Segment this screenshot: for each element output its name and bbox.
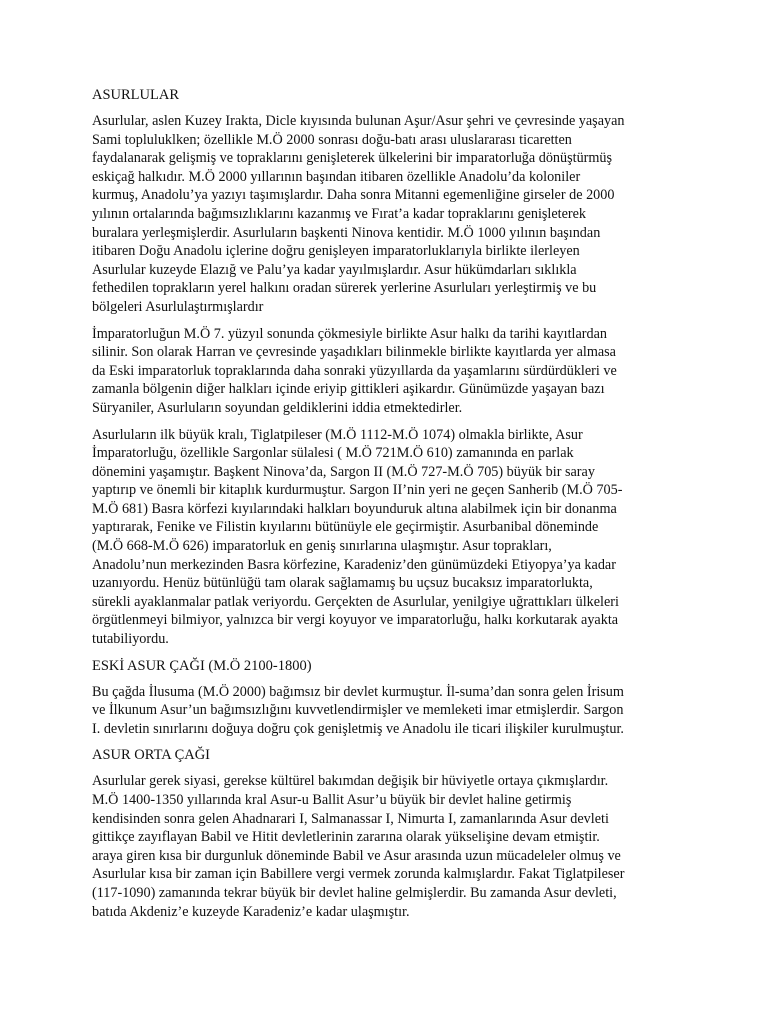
text-line: (M.Ö 668-M.Ö 626) imparatorluk en geniş sınırlarına ulaşmıştır. Asur toprakları,	[92, 538, 552, 555]
text-line: Anadolu’nun merkezinden Basra körfezine, Karadeniz’den günümüzdeki Etiyopya’ya kadar	[92, 556, 616, 573]
paragraph-2	[92, 325, 690, 418]
document-title: ASURLULAR	[92, 87, 180, 103]
paragraph-5	[92, 772, 690, 921]
paragraph-3	[92, 426, 690, 649]
text-line: kurmuş, Anadolu’ya yazıyı taşımışlardır. Daha sonra Mitanni egemenliğine girseler de 2000	[92, 187, 615, 204]
text-line: kendisinden sonra gelen Ahadnarari I, Salmanassar I, Nimurta I, zamanlarında Asur devleti	[92, 810, 609, 827]
text-line: Sami topluluklken; özellikle M.Ö 2000 sonrası doğu-batı arası uluslararası ticaretten	[92, 131, 572, 148]
text-line: uzanıyordu. Henüz bütünlüğü tam olarak sağlamamış bu uçsuz bucaksız imparatorlukta,	[92, 575, 593, 592]
text-line: İmparatorluğun M.Ö 7. yüzyıl sonunda çökmesiyle birlikte Asur halkı da tarihi kayıtlardan	[92, 325, 607, 342]
text-line: araya giren kısa bir durgunluk döneminde Babil ve Asur arasında uzun mücadeleler olmuş ve	[92, 847, 621, 864]
text-line: Bu çağda İlusuma (M.Ö 2000) bağımsız bir devlet kurmuştur. İl-suma’dan sonra gelen İrisum	[92, 683, 624, 700]
text-line: gittikçe zayıflayan Babil ve Hitit devletlerinin zararına olarak yükselişine devam etmiştir.	[92, 829, 600, 846]
text-line: fethedilen toprakların yerel halkını oradan sürerek yerlerine Asurluları yerleştirmiş ve bu	[92, 280, 597, 297]
text-line: buralara yerleşmişlerdir. Asurluların başkenti Ninova kentidir. M.Ö 1000 yılının başından	[92, 224, 601, 241]
text-line: Asurlular, aslen Kuzey Irakta, Dicle kıyısında bulunan Aşur/Asur şehri ve çevresinde yaşayan	[92, 113, 625, 129]
text-line: zamanla bölgenin diğer halkları içinde eriyip gittikleri aşikardır. Günümüzde yaşayan bazı	[92, 381, 605, 398]
text-line: batıda Akdeniz’e kuzeyde Karadeniz’e kadar ulaşmıştır.	[92, 903, 410, 920]
text-line: faydalanarak gelişmiş ve topraklarını genişleterek ülkelerini bir imparatorluğa dönüştürmüş	[92, 150, 613, 167]
text-line: yaptırıp ve önemli bir kitaplık kurdurmuştur. Sargon II’nin yeri ne geçen Sanherib (M.Ö 705-	[92, 482, 623, 499]
section-heading-eski-asur: ESKİ ASUR ÇAĞI (M.Ö 2100-1800)	[92, 657, 312, 674]
text-line: (117-1090) zamanında tekrar büyük bir devlet haline gelmişlerdir. Bu zamanda Asur devleti,	[92, 884, 617, 901]
text-line: sürekli ayaklanmalar patlak veriyordu. Gerçekten de Asurlular, yenilgiye uğrattıkları ülkeleri	[92, 593, 619, 610]
text-line: tutabiliyordu.	[92, 631, 169, 648]
paragraph-1	[92, 112, 690, 317]
text-line: da Eski imparatorluk topraklarında daha sonraki yüzyıllarda da yaşamlarını sürdürdükleri ve	[92, 362, 617, 379]
text-line: yılının ortalarında bağımsızlıklarını kazanmış ve Fırat’a kadar topraklarını genişleterek	[92, 205, 587, 222]
text-line: Asurlular kuzeyde Elazığ ve Palu’ya kadar yayılmışlardır. Asur hükümdarları sıklıkla	[92, 261, 577, 278]
text-line: İmparatorluğu, özellikle Sargonlar sülalesi ( M.Ö 721M.Ö 610) zamanında en parlak	[92, 445, 574, 462]
text-line: silinir. Son olarak Harran ve çevresinde yaşadıkları bilinmekle birlikte kayıtlarda yer almasa	[92, 344, 616, 361]
text-line: M.Ö 1400-1350 yıllarında kral Asur-u Ballit Asur’u büyük bir devlet haline getirmiş	[92, 792, 572, 808]
text-line: bölgeleri Asurlulaştırmışlardır	[92, 298, 264, 315]
text-line: Süryaniler, Asurluların soyundan geldiklerini iddia etmektedirler.	[92, 399, 463, 416]
text-line: örgütlenmeyi bilmiyor, yalnızca bir vergi koyuyor ve imparatorluğu, halkı korkutarak ayakta	[92, 612, 619, 629]
text-line: dönemini yaşamıştır. Başkent Ninova’da, Sargon II (M.Ö 727-M.Ö 705) büyük bir saray	[92, 463, 595, 480]
text-line: eskiçağ halkıdır. M.Ö 2000 yıllarının başından itibaren özellikle Anadolu’da koloniler	[92, 168, 581, 185]
section-heading-asur-orta: ASUR ORTA ÇAĞI	[92, 747, 211, 764]
text-line: itibaren Doğu Anadolu içlerine doğru genişleyen imparatorluklarıyla birlikte ilerleyen	[92, 243, 580, 260]
text-line: Asurluların ilk büyük kralı, Tiglatpileser (M.Ö 1112-M.Ö 1074) olmakla birlikte, Asur	[92, 426, 583, 443]
paragraph-4	[92, 683, 690, 739]
text-line: M.Ö 681) Basra körfezi kıyılarındaki halkları boyunduruk altına alabilmek için bir donanma	[92, 500, 617, 517]
text-line: yaptırarak, Fenike ve Filistin kıyılarını bütünüyle ele geçirmiştir. Asurbanibal döneminde	[92, 519, 599, 536]
text-line: ve İlkunum Asur’un bağımsızlığını kuvvetlendirmişler ve memleketi imar etmişlerdir. Sargon	[92, 702, 624, 719]
text-line: Asurlular gerek siyasi, gerekse kültürel bakımdan değişik bir hüviyetle ortaya çıkmışlardır.	[92, 773, 609, 790]
text-line: Asurlular kısa bir zaman için Babillere vergi vermek zorunda kalmışlardır. Fakat Tiglatpileser	[92, 866, 625, 883]
text-line: I. devletin sınırlarını doğuya doğru çok genişletmiş ve Anadolu ile ticari ilişkiler kurulmuştur.	[92, 720, 624, 737]
